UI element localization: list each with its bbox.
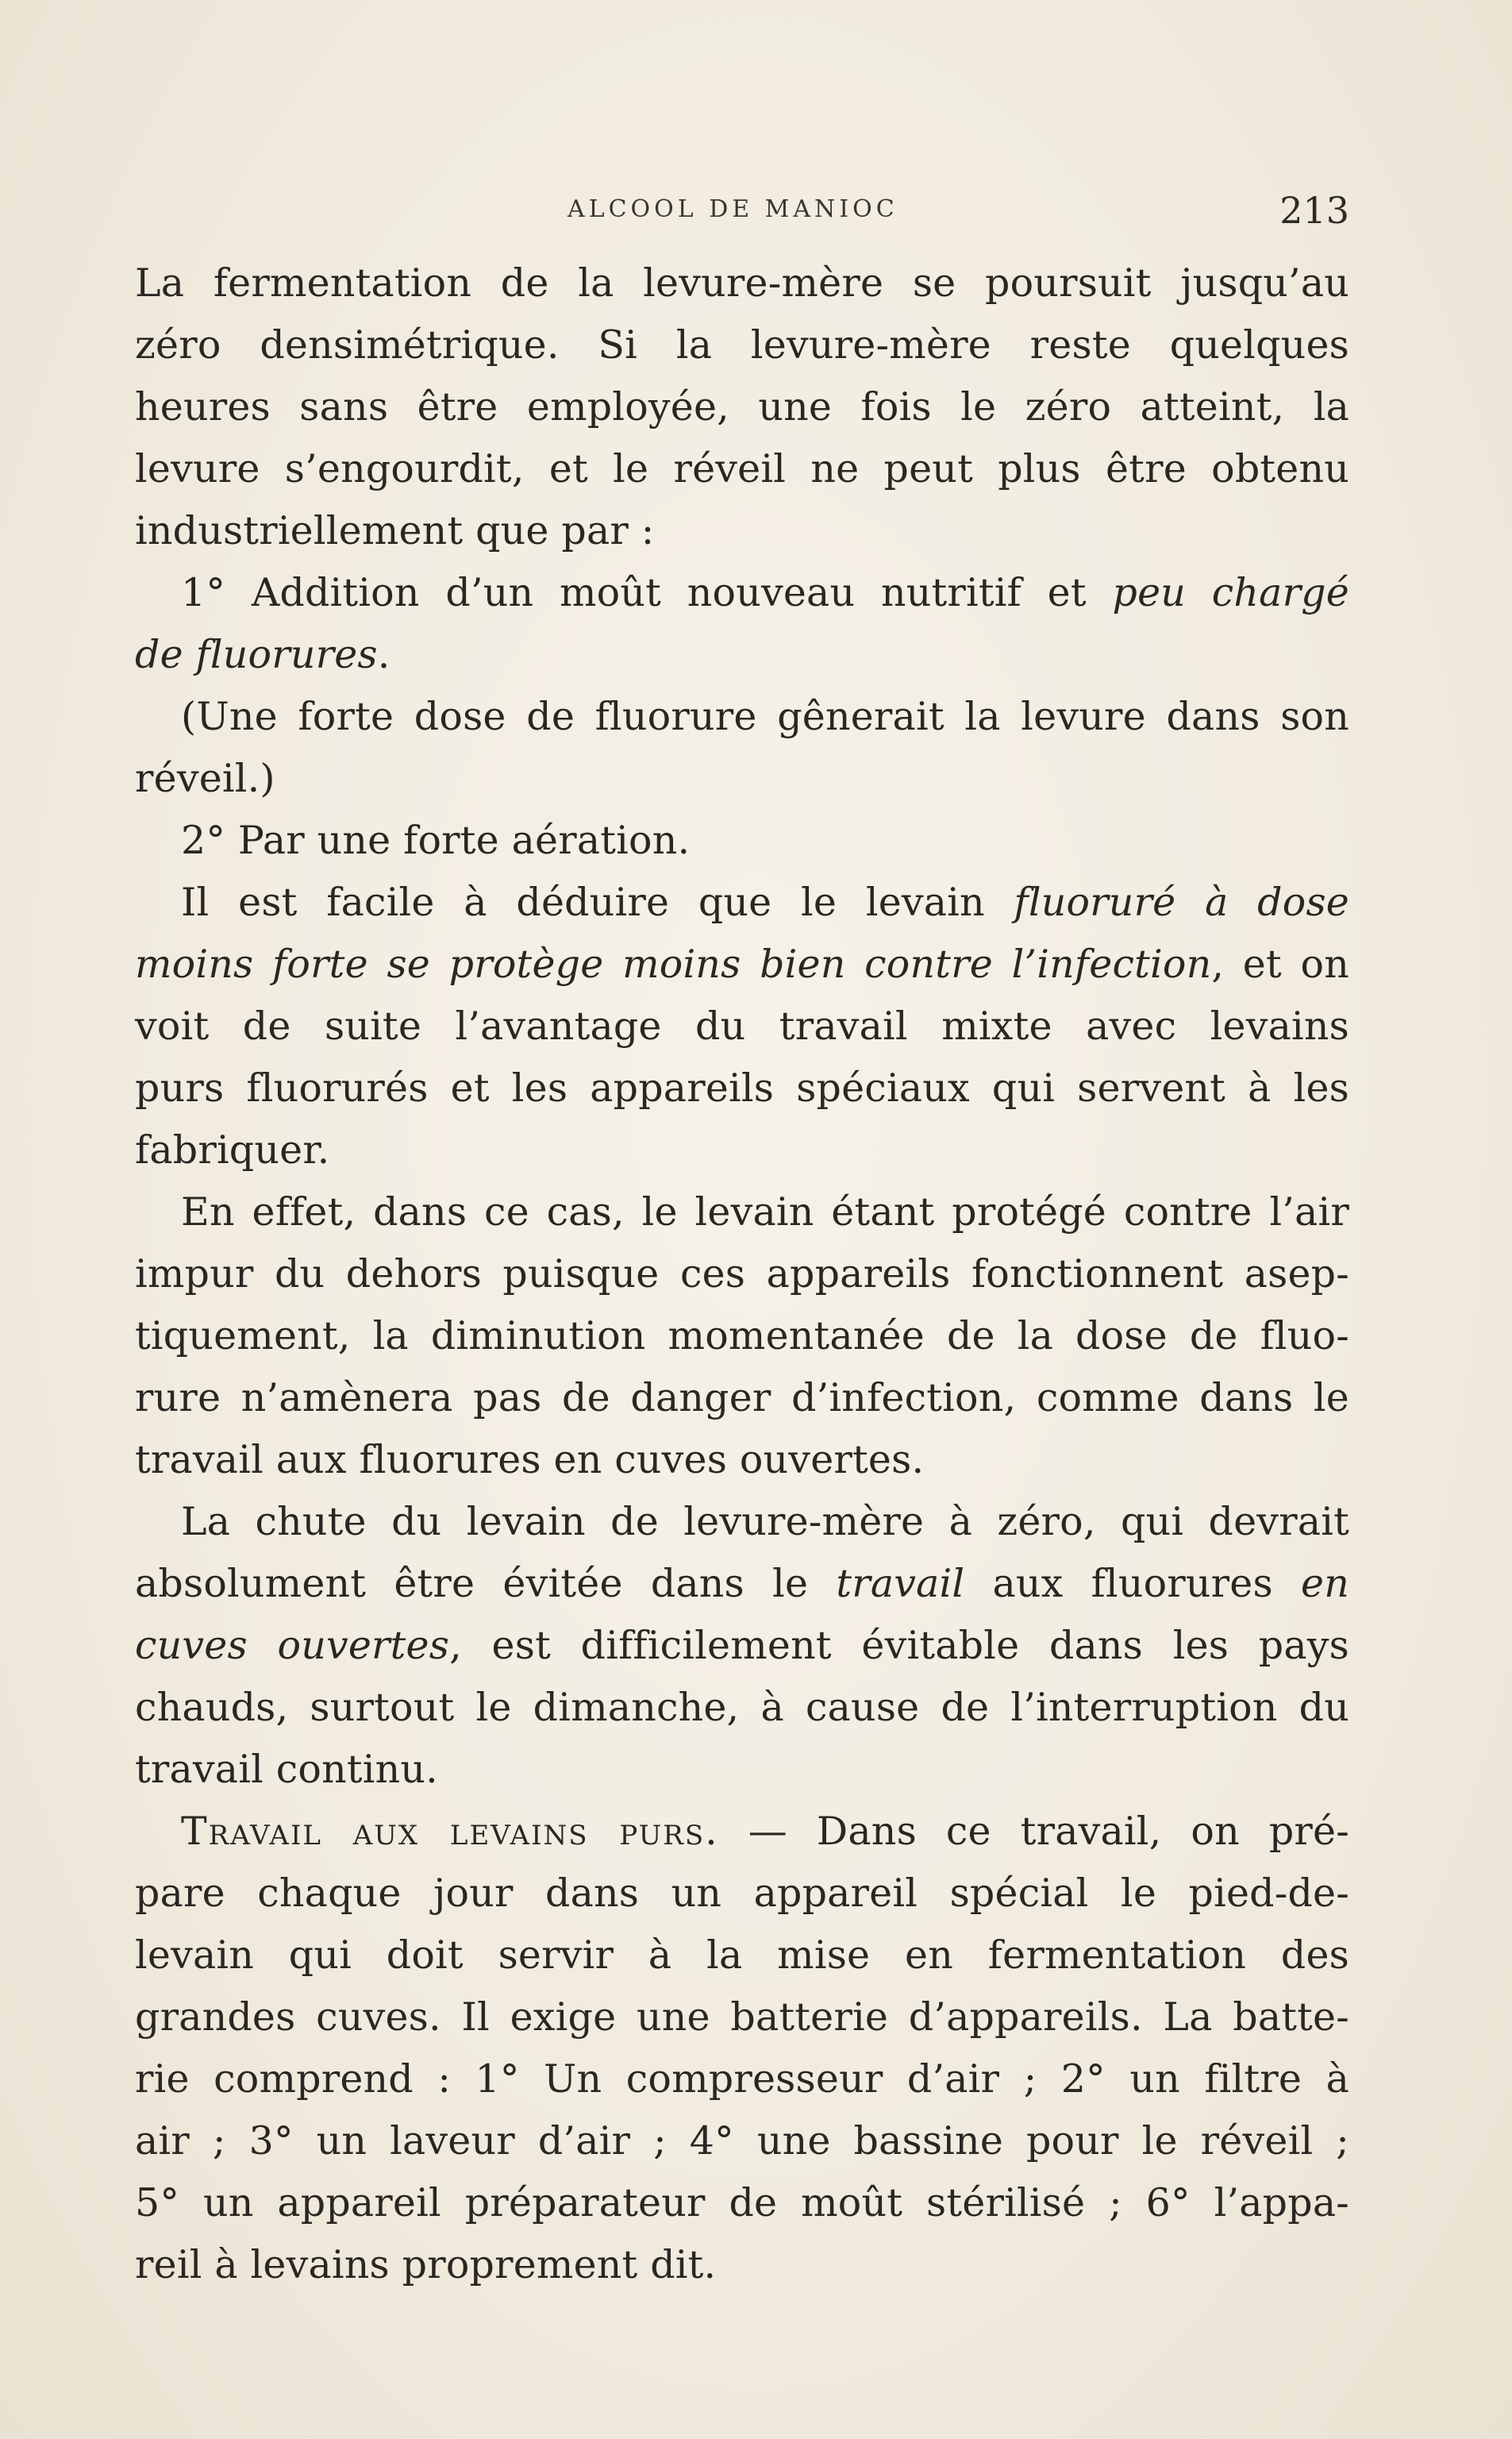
text-line: La chute du levain de levure-mère à zéro, qui devrait [181, 1499, 1349, 1544]
text-line: levure s’engourdit, et le réveil ne peut plus être obtenu [135, 446, 1349, 491]
text-run: 1° Addition d’un moût nouveau nutritif et [181, 570, 1113, 615]
page-number: 213 [1279, 189, 1349, 232]
italic-run: en [1301, 1561, 1349, 1606]
text-line: grandes cuves. Il exige une batterie d’appareils. La batte- [135, 1994, 1349, 2040]
running-title: ALCOOL DE MANIOC [567, 195, 898, 223]
text-line: impur du dehors puisque ces appareils fonctionnent asep- [135, 1251, 1349, 1297]
text-line: tiquement, la diminution momentanée de la dose de fluo- [135, 1313, 1349, 1358]
text-line: rure n’amènera pas de danger d’infection, comme dans le [135, 1375, 1349, 1420]
text-run: , et on [1211, 942, 1350, 987]
text-line: air ; 3° un laveur d’air ; 4° une bassine pour le réveil ; [135, 2118, 1349, 2164]
text-line: heures sans être employée, une fois le zéro atteint, la [135, 384, 1349, 430]
text-line: reil à levains proprement dit. [135, 2242, 717, 2287]
text-line: travail aux fluorures en cuves ouvertes. [135, 1437, 925, 1482]
italic-run: travail [836, 1561, 965, 1606]
text-line [135, 562, 1349, 624]
italic-run: cuves ouvertes [135, 1623, 450, 1668]
text-run: . [377, 632, 391, 677]
body-text [135, 252, 1349, 2296]
text-line [135, 1615, 1349, 1677]
text-line [135, 1553, 1349, 1615]
text-line: levain qui doit servir à la mise en fermentation des [135, 1932, 1349, 1978]
text-run: , est difficilement évitable dans les pays [449, 1623, 1349, 1668]
text-line [135, 934, 1349, 996]
text-run: — Dans ce travail, on pré- [718, 1809, 1349, 1854]
text-line: 5° un appareil préparateur de moût stérilisé ; 6° l’appa- [135, 2180, 1349, 2225]
text-line: pare chaque jour dans un appareil spécial le pied-de- [135, 1871, 1349, 1916]
italic-run: peu chargé [1112, 570, 1349, 615]
text-line: 2° Par une forte aération. [181, 818, 691, 863]
text-line [135, 1801, 1349, 1863]
text-line: purs fluorurés et les appareils spéciaux qui servent à les [135, 1065, 1349, 1111]
text-line: zéro densimétrique. Si la levure-mère reste quelques [135, 322, 1349, 368]
italic-run: de fluorures [135, 632, 378, 677]
text-line: réveil.) [135, 756, 275, 801]
page-header [135, 189, 1349, 233]
italic-run: moins forte se protège moins bien contre l’infection [135, 942, 1212, 987]
text-line: En effet, dans ce cas, le levain étant protégé contre l’air [181, 1189, 1349, 1235]
text-line: La fermentation de la levure-mère se poursuit jusqu’au [135, 260, 1349, 306]
text-line: travail continu. [135, 1747, 438, 1792]
italic-run: fluoruré à dose [1014, 880, 1349, 925]
text-line: (Une forte dose de fluorure gênerait la levure dans son [181, 694, 1349, 739]
text-line [135, 872, 1349, 934]
text-line: voit de suite l’avantage du travail mixte avec levains [135, 1004, 1349, 1049]
text-run: absolument être évitée dans le [135, 1561, 837, 1606]
text-run: Il est facile à déduire que le levain [181, 880, 1014, 925]
text-run: aux fluorures [964, 1561, 1302, 1606]
text-line: industriellement que par : [135, 508, 655, 553]
text-line: chauds, surtout le dimanche, à cause de l’interruption du [135, 1685, 1349, 1730]
text-line [135, 624, 1349, 686]
text-line: fabriquer. [135, 1127, 330, 1173]
text-line: rie comprend : 1° Un compresseur d’air ; 2° un filtre à [135, 2056, 1349, 2102]
section-heading: Travail aux levains purs. [181, 1809, 719, 1854]
